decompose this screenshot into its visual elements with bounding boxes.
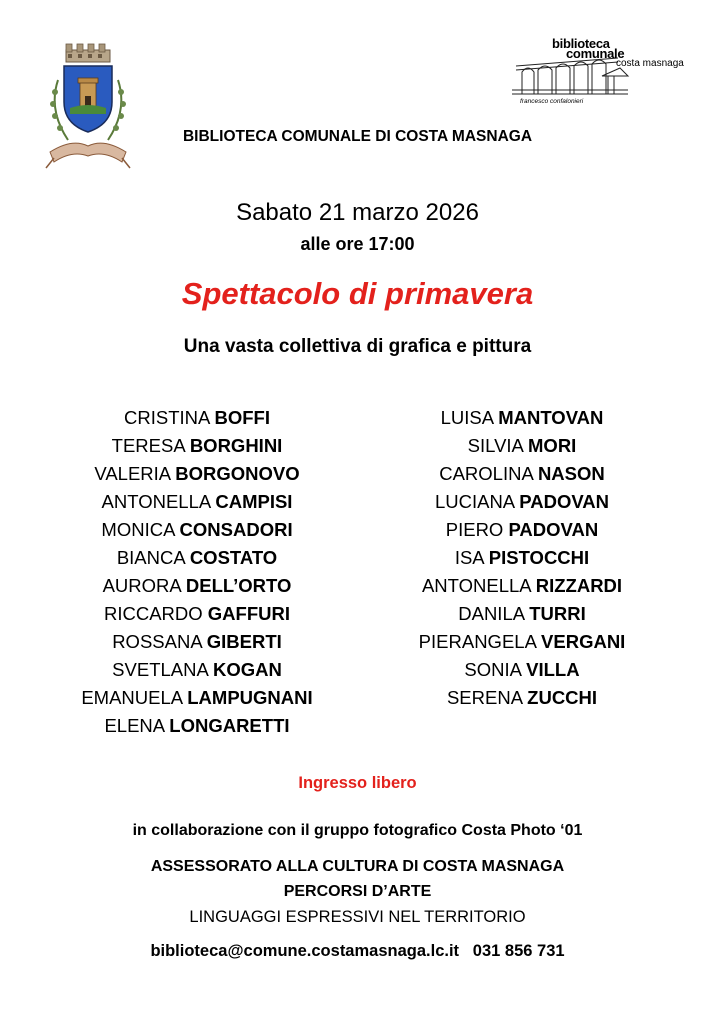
library-logo: [508, 36, 688, 108]
logo-text-comunale: comunale: [566, 46, 625, 61]
contact-phone: 031 856 731: [472, 942, 565, 960]
artist-last-name: GIBERTI: [206, 631, 282, 652]
contact-email[interactable]: biblioteca@comune.costamasnaga.lc.it: [150, 942, 460, 960]
artist-first-name: AURORA: [102, 575, 181, 596]
artist-first-name: CAROLINA: [439, 463, 533, 484]
artist-last-name: KOGAN: [212, 659, 282, 680]
artist-item: [392, 404, 652, 432]
artist-last-name: BOFFI: [214, 407, 270, 428]
assessorato-line: ASSESSORATO ALLA CULTURA DI COSTA MASNAGA: [150, 858, 565, 875]
artist-last-name: PADOVAN: [519, 491, 610, 512]
crest-emblem-icon: [42, 40, 134, 175]
artist-item: [67, 712, 327, 740]
artist-item: [67, 488, 327, 516]
artist-first-name: LUCIANA: [434, 491, 515, 512]
artist-last-name: LONGARETTI: [169, 715, 290, 736]
artist-item: [67, 656, 327, 684]
artist-item: [392, 488, 652, 516]
artist-last-name: LAMPUGNANI: [187, 687, 313, 708]
percorsi-line: PERCORSI D’ARTE: [283, 883, 432, 900]
artist-last-name: DELL’ORTO: [185, 575, 292, 596]
contact-line: [0, 942, 715, 961]
artist-item: [392, 516, 652, 544]
event-date: Sabato 21 marzo 2026: [236, 199, 479, 226]
artist-item: [392, 656, 652, 684]
logo-text-town: costa masnaga: [616, 58, 684, 69]
artist-first-name: LUISA: [440, 407, 494, 428]
artist-first-name: ISA: [454, 547, 484, 568]
artists-list-left: [67, 404, 327, 740]
artist-last-name: MORI: [528, 435, 577, 456]
logo-credit: francesco confalonieri: [520, 98, 584, 105]
collaboration-note: in collaborazione con il gruppo fotografico Costa Photo ‘01: [132, 822, 583, 839]
artist-last-name: TURRI: [529, 603, 586, 624]
artist-item: [392, 600, 652, 628]
artist-last-name: ZUCCHI: [527, 687, 598, 708]
artist-first-name: PIERO: [445, 519, 504, 540]
artist-first-name: MONICA: [101, 519, 175, 540]
artist-item: [392, 684, 652, 712]
artist-item: [392, 544, 652, 572]
artist-last-name: NASON: [537, 463, 605, 484]
artist-first-name: ANTONELLA: [421, 575, 531, 596]
artist-item: [67, 600, 327, 628]
artist-first-name: SVETLANA: [112, 659, 208, 680]
artist-last-name: CONSADORI: [179, 519, 293, 540]
artist-item: [67, 516, 327, 544]
artist-last-name: PADOVAN: [508, 519, 599, 540]
artist-last-name: CAMPISI: [215, 491, 293, 512]
artist-first-name: SERENA: [446, 687, 523, 708]
artist-first-name: TERESA: [111, 435, 185, 456]
artist-item: [67, 628, 327, 656]
artist-first-name: ANTONELLA: [101, 491, 211, 512]
artist-last-name: VILLA: [526, 659, 580, 680]
artist-first-name: VALERIA: [94, 463, 171, 484]
artist-first-name: EMANUELA: [81, 687, 183, 708]
artist-first-name: SILVIA: [467, 435, 523, 456]
artist-item: [392, 460, 652, 488]
artist-last-name: BORGONOVO: [175, 463, 300, 484]
artist-first-name: DANILA: [458, 603, 525, 624]
event-time: alle ore 17:00: [300, 234, 415, 254]
artist-last-name: PISTOCCHI: [488, 547, 590, 568]
artists-list-right: [392, 404, 652, 712]
artist-first-name: SONIA: [464, 659, 521, 680]
logo-text-biblioteca: biblioteca: [552, 36, 610, 51]
artist-last-name: BORGHINI: [189, 435, 283, 456]
artist-last-name: MANTOVAN: [498, 407, 604, 428]
artist-item: [392, 628, 652, 656]
artist-last-name: RIZZARDI: [535, 575, 623, 596]
municipal-crest: [42, 40, 134, 175]
artist-item: [392, 432, 652, 460]
artist-last-name: GAFFURI: [207, 603, 291, 624]
artist-first-name: BIANCA: [116, 547, 185, 568]
artist-item: [67, 544, 327, 572]
artist-item: [67, 572, 327, 600]
artist-item: [67, 684, 327, 712]
artist-first-name: RICCARDO: [103, 603, 203, 624]
header-title: BIBLIOTECA COMUNALE DI COSTA MASNAGA: [182, 128, 533, 145]
artist-item: [67, 432, 327, 460]
event-title: Spettacolo di primavera: [181, 276, 534, 311]
artist-first-name: CRISTINA: [124, 407, 210, 428]
linguaggi-line: LINGUAGGI ESPRESSIVI NEL TERRITORIO: [189, 908, 526, 926]
artist-item: [392, 572, 652, 600]
artist-item: [67, 404, 327, 432]
artist-last-name: COSTATO: [189, 547, 278, 568]
artist-first-name: ROSSANA: [112, 631, 202, 652]
event-subtitle: Una vasta collettiva di grafica e pittura: [183, 336, 532, 357]
artist-last-name: VERGANI: [541, 631, 626, 652]
artist-first-name: ELENA: [104, 715, 165, 736]
artist-first-name: PIERANGELA: [418, 631, 536, 652]
entry-notice: Ingresso libero: [298, 774, 417, 792]
artist-item: [67, 460, 327, 488]
